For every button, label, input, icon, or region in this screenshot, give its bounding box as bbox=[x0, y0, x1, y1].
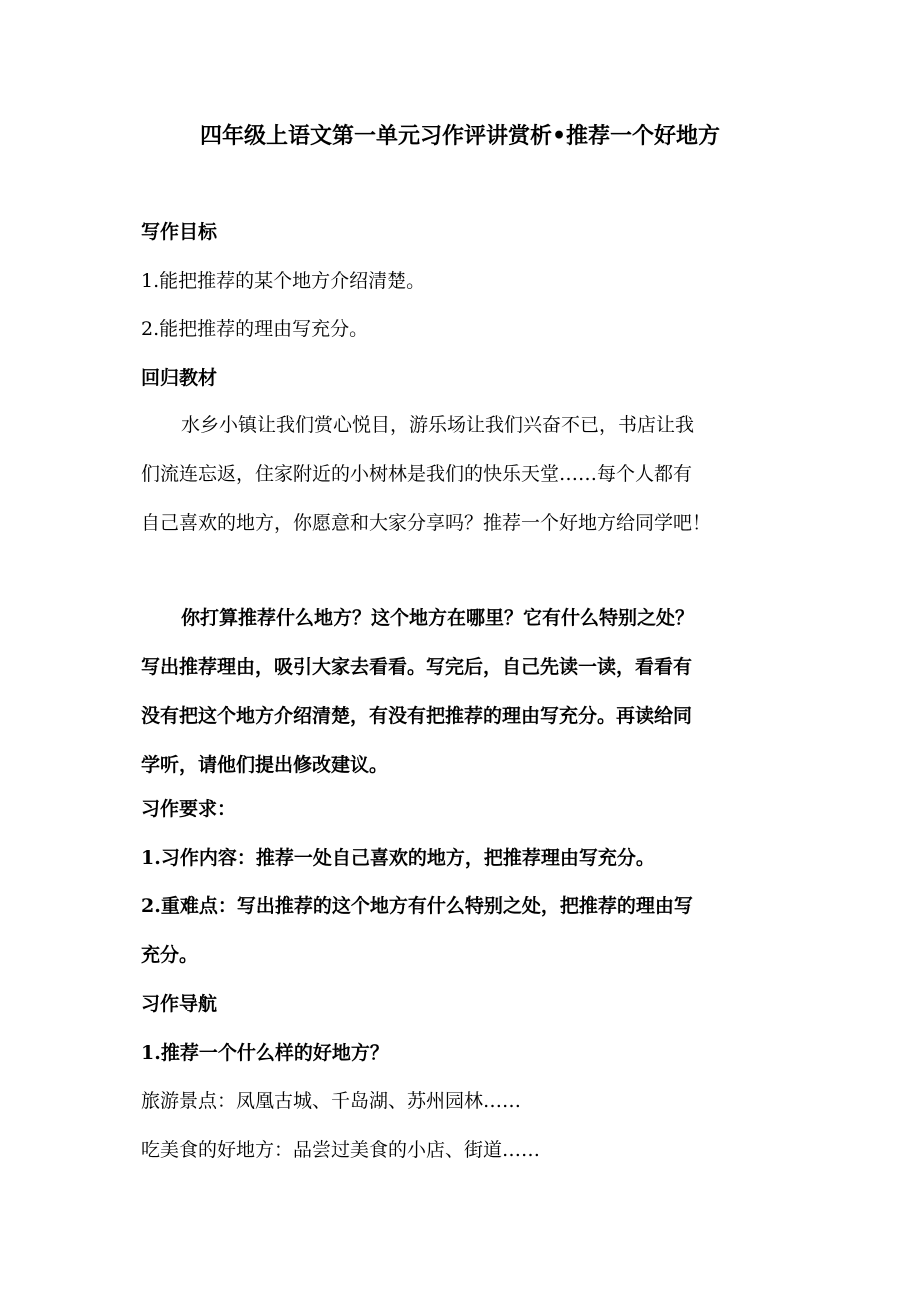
guide-subheading: 1.推荐一个什么样的好地方？ bbox=[141, 1042, 389, 1064]
textbook-paragraph-line: 水乡小镇让我们赏心悦目，游乐场让我们兴奋不已，书店让我 bbox=[181, 414, 695, 436]
goal-item-1: 1.能把推荐的某个地方介绍清楚。 bbox=[141, 270, 426, 292]
textbook-heading: 回归教材 bbox=[141, 367, 218, 389]
textbook-paragraph-line: 自己喜欢的地方，你愿意和大家分享吗？推荐一个好地方给同学吧！ bbox=[141, 512, 712, 534]
requirement-line: 2.重难点：写出推荐的这个地方有什么特别之处，把推荐的理由写 bbox=[141, 895, 693, 917]
prompt-line: 学听，请他们提出修改建议。 bbox=[141, 754, 389, 776]
guide-example-1: 旅游景点：凤凰古城、千岛湖、苏州园林…… bbox=[141, 1090, 522, 1112]
requirements-heading: 习作要求： bbox=[141, 798, 237, 820]
prompt-line: 写出推荐理由，吸引大家去看看。写完后，自己先读一读，看看有 bbox=[141, 656, 693, 678]
prompt-line: 你打算推荐什么地方？这个地方在哪里？它有什么特别之处？ bbox=[181, 607, 695, 629]
requirement-item-2 bbox=[141, 882, 781, 980]
guide-heading: 习作导航 bbox=[141, 993, 218, 1015]
textbook-prompt bbox=[141, 594, 781, 790]
goal-item-2: 2.能把推荐的理由写充分。 bbox=[141, 318, 369, 340]
prompt-line: 没有把这个地方介绍清楚，有没有把推荐的理由写充分。再读给同 bbox=[141, 705, 693, 727]
textbook-paragraph bbox=[141, 401, 781, 548]
requirement-line: 充分。 bbox=[141, 944, 199, 966]
requirement-item-1: 1.习作内容：推荐一处自己喜欢的地方，把推荐理由写充分。 bbox=[141, 847, 655, 869]
document-title: 四年级上语文第一单元习作评讲赏析•推荐一个好地方 bbox=[199, 123, 721, 149]
textbook-paragraph-line: 们流连忘返，住家附近的小树林是我们的快乐天堂……每个人都有 bbox=[141, 463, 693, 485]
goals-heading: 写作目标 bbox=[141, 221, 218, 243]
guide-example-2: 吃美食的好地方：品尝过美食的小店、街道…… bbox=[141, 1139, 541, 1161]
